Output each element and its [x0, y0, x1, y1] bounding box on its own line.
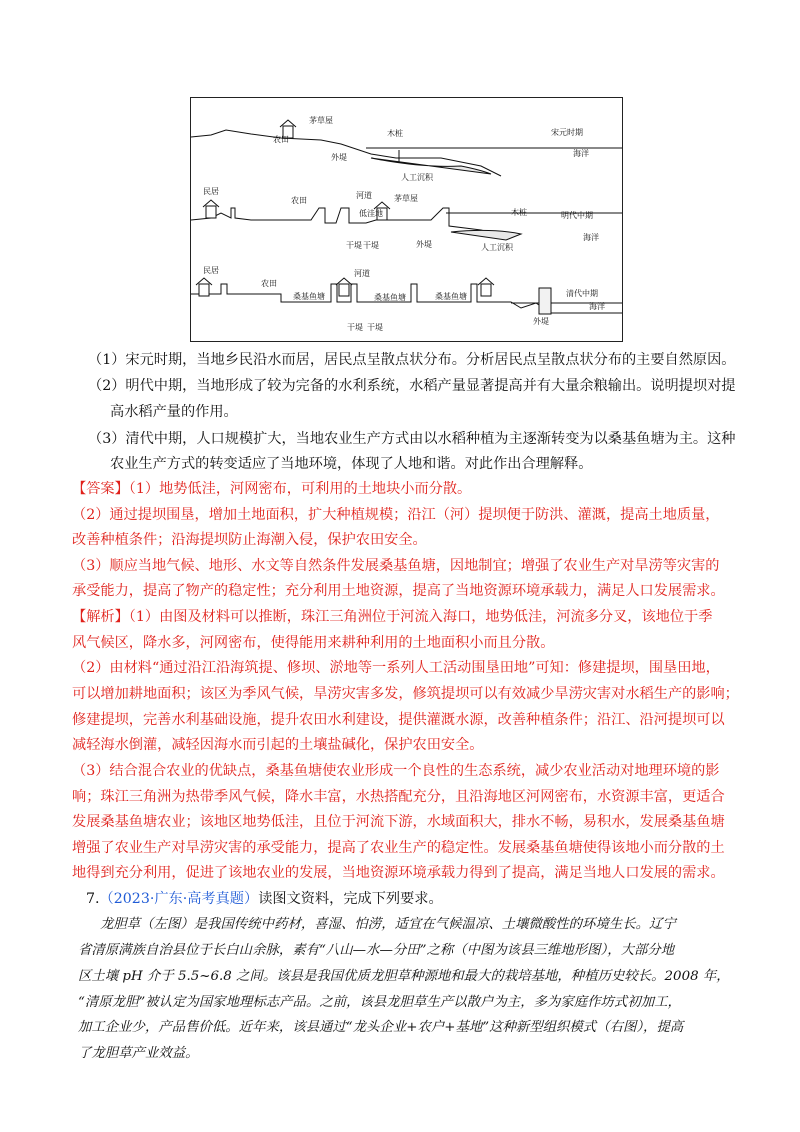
question-prompt: 读图文资料，完成下列要求。 — [258, 891, 443, 907]
svg-text:海洋: 海洋 — [573, 149, 589, 158]
svg-text:干堤: 干堤 — [363, 241, 379, 250]
answer-line: 承受能力，提高了物产的稳定性；充分利用土地资源，提高了当地资源环境承载力，满足人口发展需求。 — [72, 583, 725, 599]
analysis-line: （3）结合混合农业的优缺点，桑基鱼塘使农业形成一个良性的生态系统，减少农业活动对地理环境的影 — [72, 763, 720, 779]
cross-section-diagram — [191, 98, 622, 341]
historical-cross-section-figure — [190, 97, 623, 342]
material-line: 区土壤 pH 介于 5.5~6.8 之间。该县是我国优质龙胆草种源地和最大的栽培基地，种植历史较长。2008 年， — [78, 969, 730, 984]
question-line: 农业生产方式的转变适应了当地环境，体现了人地和谐。对此作出合理解释。 — [110, 456, 593, 472]
svg-text:木桩: 木桩 — [511, 208, 527, 217]
question-source-link[interactable]: （2023·广东·高考真题） — [99, 891, 259, 907]
analysis-line: 可以增加耕地面积；该区为季风气候，旱涝灾害多发，修筑提坝可以有效减少旱涝灾害对水稻生产的影响； — [72, 686, 739, 702]
svg-text:人工沉积: 人工沉积 — [401, 173, 433, 182]
answer-line: （3）顺应当地气候、地形、水文等自然条件发展桑基鱼塘，因地制宜；增强了农业生产对旱涝等灾害的 — [72, 558, 720, 574]
svg-text:河道: 河道 — [356, 191, 372, 200]
svg-text:民居: 民居 — [203, 266, 219, 275]
svg-text:茅草屋: 茅草屋 — [394, 194, 418, 203]
analysis-line: 减轻海水倒灌，减轻因海水而引起的土壤盐碱化，保护农田安全。 — [72, 737, 484, 753]
svg-text:外堤: 外堤 — [533, 317, 549, 326]
question-number: 7. — [86, 891, 100, 907]
svg-text:木桩: 木桩 — [387, 129, 403, 138]
analysis-line: 风气候区，降水多，河网密布，使得能用来耕种利用的土地面积小而且分散。 — [72, 635, 555, 651]
material-line: 加工企业少，产品售价低。近年来，该县通过“龙头企业+农户+基地”这种新型组织模式（右图），提高 — [78, 1020, 684, 1035]
svg-text:外堤: 外堤 — [416, 240, 432, 249]
analysis-line: 修建提坝，完善水利基础设施，提升农田水利建设，提供灌溉水源，改善种植条件；沿江、沿河提坝可以 — [72, 712, 725, 728]
question-line: （2）明代中期，当地形成了较为完备的水利系统，水稻产量显著提高并有大量余粮输出。说明提坝对提 — [88, 378, 736, 394]
analysis-line: （2）由材料“通过沿江沿海筑提、修坝、淤地等一系列人工活动围垦田地”可知：修建提坝，围垦田地， — [72, 660, 720, 676]
question-line: 高水稻产量的作用。 — [110, 404, 238, 420]
question-line: （1）宋元时期，当地乡民沿水而居，居民点呈散点状分布。分析居民点呈散点状分布的主要自然原因。 — [88, 352, 736, 368]
period-label: 明代中期 — [561, 211, 593, 220]
svg-text:河道: 河道 — [354, 269, 370, 278]
analysis-line-1: 【解析】（1）由图及材料可以推断，珠江三角洲位于河流入海口，地势低洼，河流多分叉，该地位于季 — [72, 609, 713, 625]
svg-text:农田: 农田 — [261, 279, 277, 288]
svg-text:茅草屋: 茅草屋 — [309, 116, 333, 125]
analysis-tag: 【解析】 — [72, 609, 129, 625]
material-line: 省清原满族自治县位于长白山余脉，素有“八山—水—分田”之称（中图为该县三维地形图），大部分地 — [78, 943, 675, 958]
svg-text:桑基鱼塘: 桑基鱼塘 — [374, 293, 406, 302]
svg-text:桑基鱼塘: 桑基鱼塘 — [293, 292, 325, 301]
answer-line: （2）通过提坝围垦，增加土地面积，扩大种植规模；沿江（河）提坝便于防洪、灌溉，提高土地质量， — [72, 507, 720, 523]
svg-text:海洋: 海洋 — [589, 302, 605, 311]
svg-text:干堤: 干堤 — [347, 323, 363, 332]
svg-text:海洋: 海洋 — [583, 233, 599, 242]
analysis-line: 地得到充分利用，促进了该地农业的发展，当地资源环境承载力得到了提高，满足当地人口发展的需求。 — [72, 865, 725, 881]
svg-text:外堤: 外堤 — [331, 153, 347, 162]
answer-tag: 【答案】 — [72, 481, 129, 497]
period-label: 清代中期 — [566, 289, 598, 298]
material-line: 了龙胆草产业效益。 — [78, 1046, 199, 1061]
svg-text:人工沉积: 人工沉积 — [481, 243, 513, 252]
material-line: 龙胆草（左图）是我国传统中药材，喜湿、怕涝，适宜在气候温凉、土壤微酸性的环境生长。辽宁 — [100, 917, 676, 932]
answer-line: 改善种植条件；沿海提坝防止海潮入侵，保护农田安全。 — [72, 532, 427, 548]
svg-text:农田: 农田 — [291, 196, 307, 205]
svg-text:干堤: 干堤 — [367, 323, 383, 332]
answer-line-1: 【答案】（1）地势低洼，河网密布，可利用的土地块小而分散。 — [72, 481, 472, 497]
svg-text:农田: 农田 — [273, 135, 289, 144]
svg-text:低洼地: 低洼地 — [359, 209, 383, 218]
period-label: 宋元时期 — [551, 128, 583, 137]
svg-text:桑基鱼塘: 桑基鱼塘 — [435, 292, 467, 301]
material-line: “清原龙胆”被认定为国家地理标志产品。之前，该县龙胆草生产以散户为主，多为家庭作坊式初加工， — [78, 995, 681, 1010]
question-7-header — [86, 890, 443, 908]
analysis-line: 发展桑基鱼塘农业；该地区地势低洼，且位于河流下游，水域面积大，排水不畅，易积水，发展桑基鱼塘 — [72, 814, 725, 830]
analysis-line: 增强了农业生产对旱涝灾害的承受能力，提高了农业生产的稳定性。发展桑基鱼塘使得该地小而分散的土 — [72, 840, 725, 856]
svg-text:民居: 民居 — [203, 187, 219, 196]
analysis-line: 响；珠江三角洲为热带季风气候，降水丰富，水热搭配充分，且沿海地区河网密布，水资源丰富，更适合 — [72, 789, 725, 805]
question-line: （3）清代中期，人口规模扩大，当地农业生产方式由以水稻种植为主逐渐转变为以桑基鱼塘为主。这种 — [88, 431, 736, 447]
svg-text:干堤: 干堤 — [346, 241, 362, 250]
